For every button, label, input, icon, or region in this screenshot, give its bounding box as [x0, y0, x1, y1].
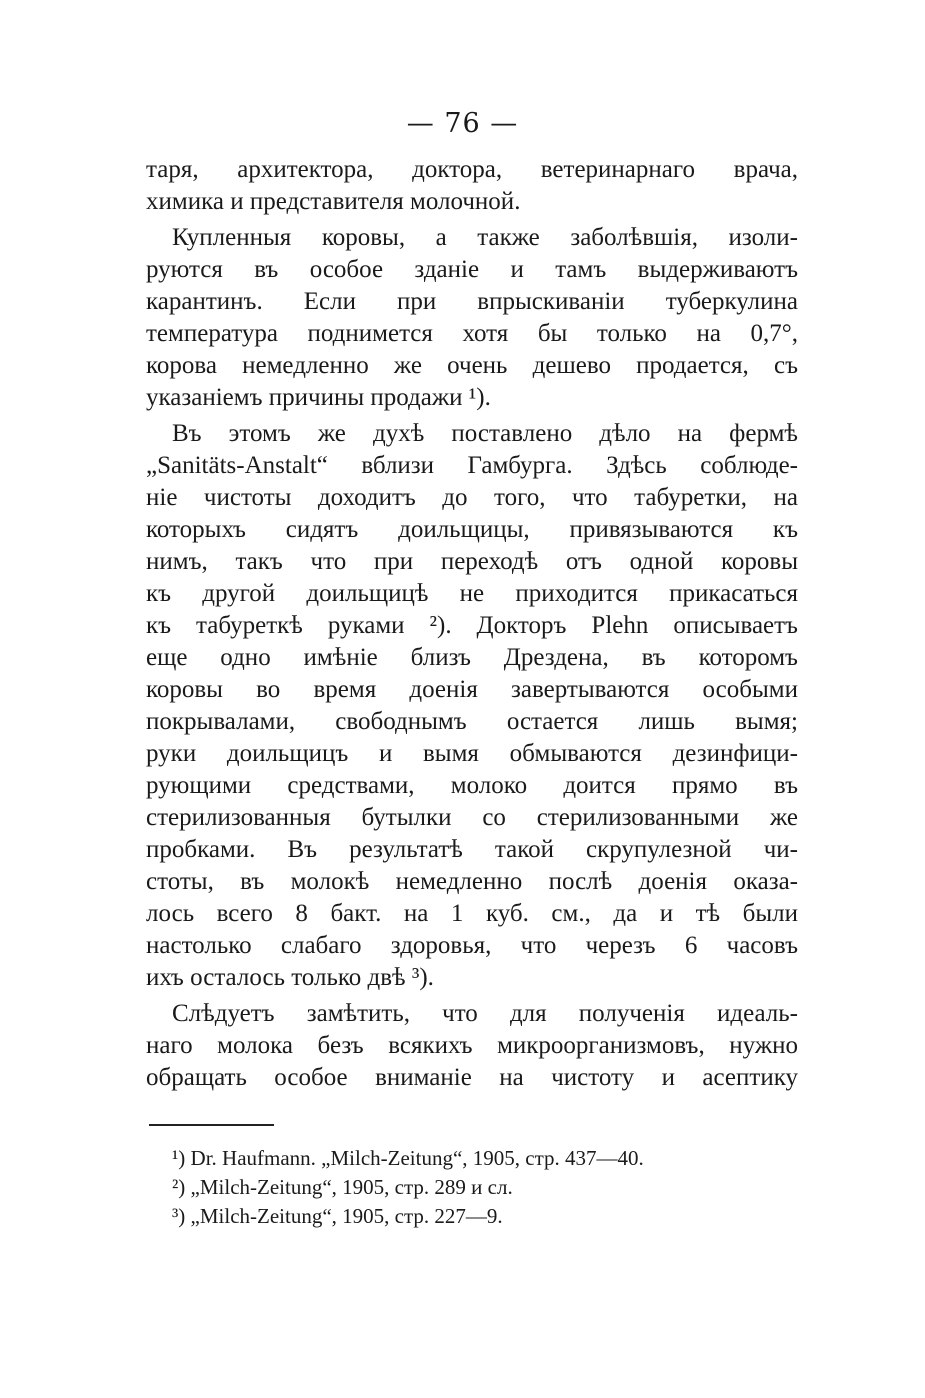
- footnote-text: „Milch-Zeitung“, 1905, стр. 227—9.: [190, 1204, 503, 1228]
- text-line: стерилизованныя бутылки со стерилизованными же: [146, 804, 798, 831]
- footnote: [172, 1144, 772, 1173]
- text-line: таря, архитектора, доктора, ветеринарнаго врача,: [146, 156, 798, 183]
- footnote-text: „Milch-Zeitung“, 1905, стр. 289 и сл.: [190, 1175, 513, 1199]
- text-line: еще одно имѣніе близъ Дрездена, въ которомъ: [146, 644, 798, 671]
- footnote-text: Dr. Haufmann. „Milch-Zeitung“, 1905, стр. 437—40.: [190, 1146, 644, 1170]
- text-line: къ другой доильщицѣ не приходится прикасаться: [146, 580, 798, 607]
- text-line: карантинъ. Если при впрыскиваніи туберкулина: [146, 288, 798, 315]
- footnote-mark: ³): [172, 1204, 186, 1228]
- text-line: корова немедленно же очень дешево продается, съ: [146, 352, 798, 379]
- text-line: руки доильщицъ и вымя обмываются дезинфици-: [146, 740, 798, 767]
- footnote-mark: ²): [172, 1175, 186, 1199]
- text-line: Слѣдуетъ замѣтить, что для полученія идеаль-: [172, 1000, 798, 1027]
- body-text: [146, 154, 798, 1094]
- text-line: „Sanitäts-Anstalt“ вблизи Гамбурга. Здѣсь соблюде-: [146, 452, 798, 479]
- text-line: коровы во время доенія завертываются особыми: [146, 676, 798, 703]
- text-line: настолько слабаго здоровья, что черезъ 6 часовъ: [146, 932, 798, 959]
- text-line: Въ этомъ же духѣ поставлено дѣло на фермѣ: [172, 420, 798, 447]
- text-line: указаніемъ причины продажи ¹).: [146, 384, 491, 411]
- footnote-divider: [149, 1124, 274, 1126]
- text-line: Купленныя коровы, а также заболѣвшія, изоли-: [172, 224, 798, 251]
- text-line: къ табуреткѣ руками ²). Докторъ Plehn описываетъ: [146, 612, 798, 639]
- text-line: которыхъ сидятъ доильщицы, привязываются къ: [146, 516, 798, 543]
- text-line: лось всего 8 бакт. на 1 куб. см., да и тѣ были: [146, 900, 798, 927]
- footnotes: [172, 1144, 772, 1231]
- footnote: [172, 1202, 772, 1231]
- text-line: рующими средствами, молоко доится прямо въ: [146, 772, 798, 799]
- text-line: ихъ осталось только двѣ ³).: [146, 964, 434, 991]
- page-number: — 76 —: [406, 108, 519, 139]
- text-line: наго молока безъ всякихъ микроорганизмовъ, нужно: [146, 1032, 798, 1059]
- text-line: нимъ, такъ что при переходѣ отъ одной коровы: [146, 548, 798, 575]
- text-line: покрывалами, свободнымъ остается лишь вымя;: [146, 708, 798, 735]
- text-line: стоты, въ молокѣ немедленно послѣ доенія оказа-: [146, 868, 798, 895]
- text-line: температура поднимется хотя бы только на 0,7°,: [146, 320, 798, 347]
- text-line: пробками. Въ результатѣ такой скрупулезной чи-: [146, 836, 798, 863]
- text-line: обращать особое вниманіе на чистоту и асептику: [146, 1064, 798, 1091]
- footnote-mark: ¹): [172, 1146, 186, 1170]
- text-line: руются въ особое зданіе и тамъ выдерживаютъ: [146, 256, 798, 283]
- text-line: химика и представителя молочной.: [146, 188, 521, 215]
- footnote: [172, 1173, 772, 1202]
- text-line: ніе чистоты доходитъ до того, что табуретки, на: [146, 484, 798, 511]
